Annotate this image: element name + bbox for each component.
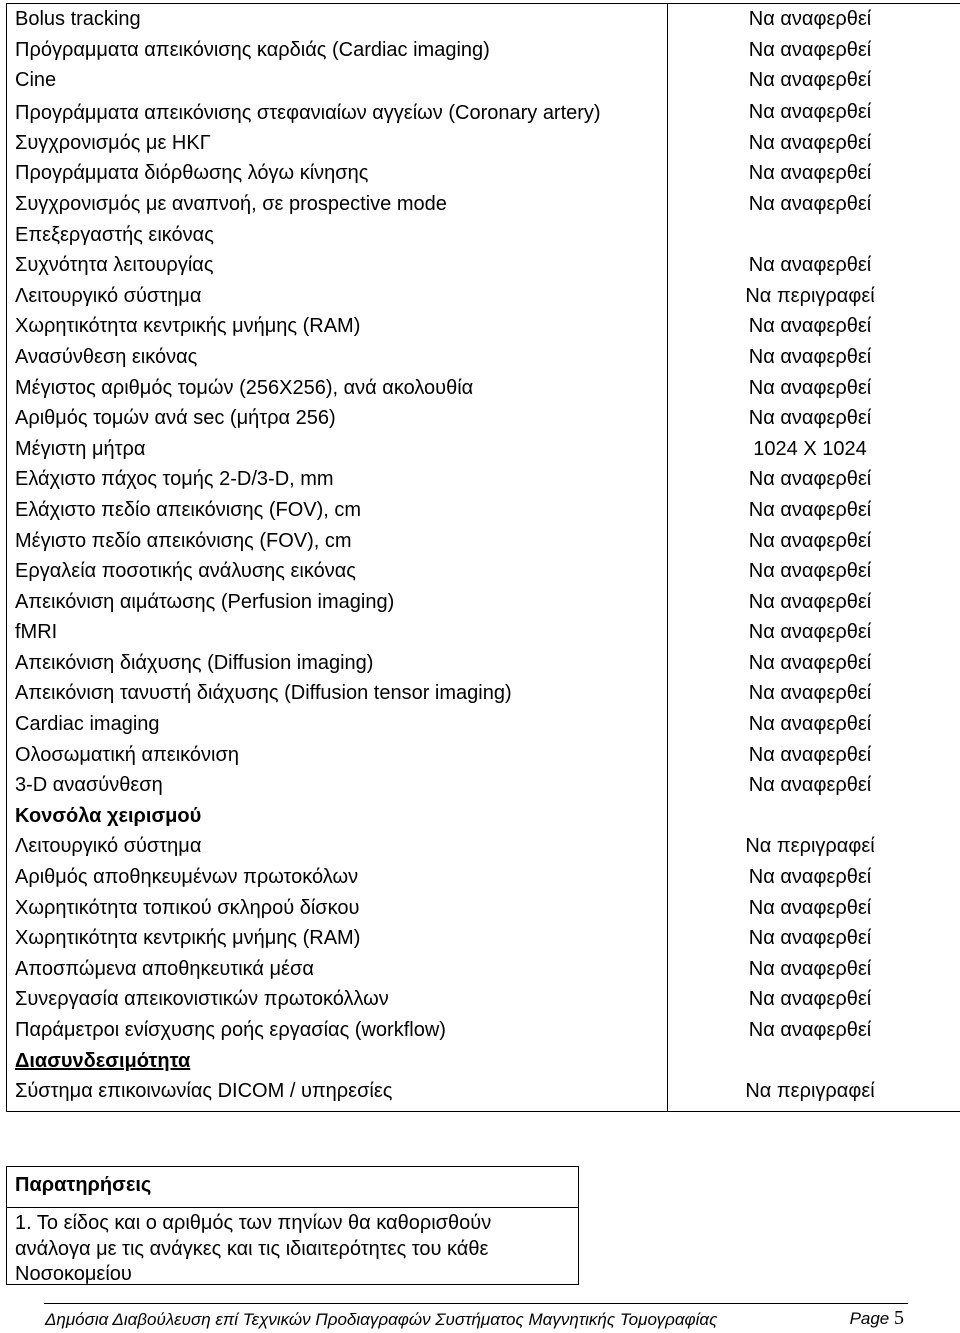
table-row — [7, 4, 960, 35]
row-value: Να αναφερθεί — [668, 862, 960, 893]
row-value: Να αναφερθεί — [668, 893, 960, 924]
table-row — [7, 1046, 960, 1077]
table-row — [7, 189, 960, 220]
row-value: Να αναφερθεί — [668, 1015, 960, 1046]
table-row — [7, 526, 960, 557]
row-label: Ολοσωματική απεικόνιση — [7, 740, 668, 771]
row-value: Να αναφερθεί — [668, 373, 960, 404]
table-row — [7, 342, 960, 373]
table-row — [7, 403, 960, 434]
row-label: 3-D ανασύνθεση — [7, 770, 668, 801]
row-value: 1024 Χ 1024 — [668, 434, 960, 465]
table-row — [7, 770, 960, 801]
row-label: Cardiac imaging — [7, 709, 668, 740]
table-row — [7, 35, 960, 66]
row-value: Να αναφερθεί — [668, 4, 960, 35]
section-heading: Επεξεργαστής εικόνας — [7, 220, 668, 251]
table-row — [7, 801, 960, 832]
row-value: Να αναφερθεί — [668, 770, 960, 801]
row-label: Συγχρονισμός με ΗΚΓ — [7, 128, 668, 159]
table-row — [7, 434, 960, 465]
row-label: fMRI — [7, 617, 668, 648]
row-label: Προγράμματα διόρθωσης λόγω κίνησης — [7, 158, 668, 189]
row-value: Να αναφερθεί — [668, 740, 960, 771]
row-label: Εργαλεία ποσοτικής ανάλυσης εικόνας — [7, 556, 668, 587]
table-row — [7, 495, 960, 526]
table-row — [7, 220, 960, 251]
table-row — [7, 1076, 960, 1111]
row-label: Μέγιστος αριθμός τομών (256Χ256), ανά ακολουθία — [7, 373, 668, 404]
table-row — [7, 128, 960, 159]
table-row — [7, 862, 960, 893]
table-row — [7, 648, 960, 679]
row-value: Να αναφερθεί — [668, 954, 960, 985]
row-label: Μέγιστη μήτρα — [7, 434, 668, 465]
row-value: Να αναφερθεί — [668, 311, 960, 342]
row-value: Να αναφερθεί — [668, 495, 960, 526]
row-value: Να αναφερθεί — [668, 158, 960, 189]
table-row — [7, 984, 960, 1015]
row-value: Να αναφερθεί — [668, 617, 960, 648]
notes-text: 1. Το είδος και ο αριθμός των πηνίων θα καθορισθούν ανάλογα με τις ανάγκες και τις ιδιαιτερότητες του κάθε Νοσοκομείου — [15, 1212, 492, 1285]
row-value — [668, 1046, 960, 1077]
row-value: Να αναφερθεί — [668, 526, 960, 557]
table-row — [7, 96, 960, 128]
section-heading — [7, 1046, 668, 1077]
row-label: Πρόγραμματα απεικόνισης καρδιάς (Cardiac imaging) — [7, 35, 668, 66]
notes-divider — [7, 1207, 578, 1208]
table-row — [7, 954, 960, 985]
row-value: Να αναφερθεί — [668, 587, 960, 618]
table-row — [7, 587, 960, 618]
row-label: Απεικόνιση διάχυσης (Diffusion imaging) — [7, 648, 668, 679]
table-row — [7, 373, 960, 404]
footer-title: Δημόσια Διαβούλευση επί Τεχνικών Προδιαγραφών Συστήματος Μαγνητικής Τομογραφίας — [45, 1310, 718, 1329]
section-heading-text: Διασυνδεσιμότητα — [15, 1049, 191, 1072]
row-value: Να περιγραφεί — [668, 1076, 960, 1111]
row-value: Να αναφερθεί — [668, 250, 960, 281]
table-row — [7, 617, 960, 648]
row-value: Να αναφερθεί — [668, 464, 960, 495]
row-label: Χωρητικότητα τοπικού σκληρού δίσκου — [7, 893, 668, 924]
spec-table — [6, 3, 960, 1112]
row-label: Ανασύνθεση εικόνας — [7, 342, 668, 373]
row-value: Να αναφερθεί — [668, 923, 960, 954]
page-number: 5 — [894, 1307, 904, 1329]
row-label: Χωρητικότητα κεντρικής μνήμης (RAM) — [7, 311, 668, 342]
row-label: Σύστημα επικοινωνίας DICOM / υπηρεσίες — [7, 1076, 668, 1111]
row-label: Ελάχιστο πάχος τομής 2-D/3-D, mm — [7, 464, 668, 495]
row-value: Να αναφερθεί — [668, 678, 960, 709]
table-row — [7, 709, 960, 740]
table-row — [7, 678, 960, 709]
row-value: Να αναφερθεί — [668, 709, 960, 740]
row-value: Να αναφερθεί — [668, 556, 960, 587]
table-row — [7, 311, 960, 342]
footer-divider — [44, 1303, 908, 1304]
table-row — [7, 923, 960, 954]
table-row — [7, 281, 960, 312]
page-label: Page — [849, 1309, 890, 1328]
row-value: Να αναφερθεί — [668, 648, 960, 679]
table-row — [7, 556, 960, 587]
section-heading: Κονσόλα χειρισμού — [7, 801, 668, 832]
row-label: Συχνότητα λειτουργίας — [7, 250, 668, 281]
row-label: Cine — [7, 65, 668, 96]
row-value: Να αναφερθεί — [668, 65, 960, 96]
row-value: Να περιγραφεί — [668, 281, 960, 312]
row-label: Χωρητικότητα κεντρικής μνήμης (RAM) — [7, 923, 668, 954]
row-label: Λειτουργικό σύστημα — [7, 831, 668, 862]
row-value: Να αναφερθεί — [668, 189, 960, 220]
row-label: Απεικόνιση αιμάτωσης (Perfusion imaging) — [7, 587, 668, 618]
row-label: Συγχρονισμός με αναπνοή, σε prospective mode — [7, 189, 668, 220]
row-label: Μέγιστο πεδίο απεικόνισης (FOV), cm — [7, 526, 668, 557]
row-label: Παράμετροι ενίσχυσης ροής εργασίας (workflow) — [7, 1015, 668, 1046]
row-label: Αριθμός αποθηκευμένων πρωτοκόλων — [7, 862, 668, 893]
notes-box — [6, 1166, 579, 1285]
row-value: Να περιγραφεί — [668, 831, 960, 862]
row-value: Να αναφερθεί — [668, 403, 960, 434]
table-row — [7, 831, 960, 862]
row-value: Να αναφερθεί — [668, 35, 960, 66]
row-label: Προγράμματα απεικόνισης στεφανιαίων αγγείων (Coronary artery) — [7, 96, 668, 128]
row-value — [668, 220, 960, 251]
row-label: Αριθμός τομών ανά sec (μήτρα 256) — [7, 403, 668, 434]
table-row — [7, 464, 960, 495]
table-row — [7, 1015, 960, 1046]
table-row — [7, 893, 960, 924]
row-value: Να αναφερθεί — [668, 128, 960, 159]
row-value: Να αναφερθεί — [668, 96, 960, 128]
row-value: Να αναφερθεί — [668, 342, 960, 373]
table-row — [7, 250, 960, 281]
row-value — [668, 801, 960, 832]
row-label: Λειτουργικό σύστημα — [7, 281, 668, 312]
row-value: Να αναφερθεί — [668, 984, 960, 1015]
notes-title: Παρατηρήσεις — [15, 1174, 152, 1196]
row-label: Απεικόνιση τανυστή διάχυσης (Diffusion tensor imaging) — [7, 678, 668, 709]
table-row — [7, 65, 960, 96]
row-label: Ελάχιστο πεδίο απεικόνισης (FOV), cm — [7, 495, 668, 526]
row-label: Bolus tracking — [7, 4, 668, 35]
row-label: Συνεργασία απεικονιστικών πρωτοκόλλων — [7, 984, 668, 1015]
table-row — [7, 740, 960, 771]
table-row — [7, 158, 960, 189]
row-label: Αποσπώμενα αποθηκευτικά μέσα — [7, 954, 668, 985]
page-indicator — [850, 1307, 904, 1330]
